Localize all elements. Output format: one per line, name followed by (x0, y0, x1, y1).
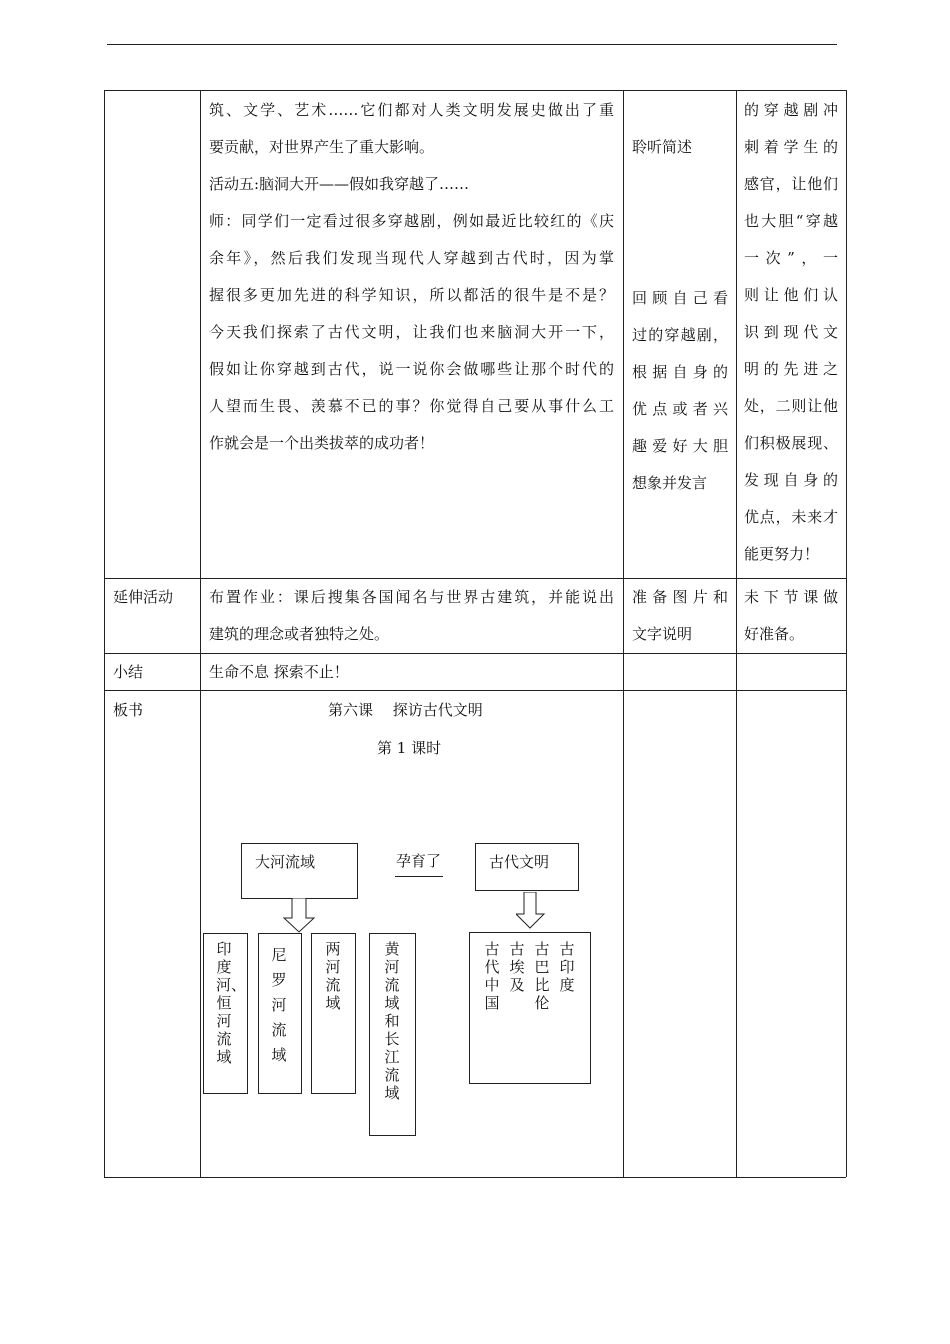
content-line: 要贡献，对世界产生了重大影响。 (209, 138, 435, 156)
content-line: 余年》，然后我们发现当现代人穿越到古代时，因为掌 (209, 249, 614, 267)
down-arrow-icon (516, 892, 546, 930)
extension-intent: 未下节课做 好准备。 (744, 588, 838, 643)
header-rule (107, 44, 837, 45)
river-text: 尼罗河流域 (271, 946, 287, 1064)
civ-text: 古埃及 (509, 940, 525, 994)
content-line: 握很多更加先进的科学知识，所以都活的很牛是不是？ (209, 286, 614, 304)
content-line: 筑、文学、艺术……它们都对人类文明发展史做出了重 (209, 101, 614, 119)
extension-content: 布置作业：课后搜集各国闻名与世界古建筑，并能说出 建筑的理念或者独特之处。 (209, 588, 614, 643)
river-basin-label: 大河流域 (255, 853, 316, 871)
content-line: 活动五:脑洞大开——假如我穿越了…… (209, 175, 470, 193)
connector-line (395, 876, 443, 877)
river-text: 黄河流域和长江流域 (384, 940, 400, 1102)
civ-text: 古巴比伦 (534, 940, 550, 1012)
design-intent-text: 的穿越剧冲 刺着学生的 感官，让他们 也大胆“穿越 一次”，一 则让他们认 识到现代文 明的先进之 处，二则让他 们积极展现、 发现自身的 优点，未来才 能更努力！ (744, 101, 838, 563)
content-line: 师：同学们一定看过很多穿越剧，例如最近比较红的《庆 (209, 212, 614, 230)
row-label-extension: 延伸活动 (113, 588, 174, 606)
civ-text: 古代中国 (484, 940, 500, 1012)
student-activity-listen: 聆听简述 (632, 138, 693, 156)
civ-text: 古印度 (559, 940, 575, 994)
row-label-board: 板书 (113, 701, 144, 719)
content-line: 人望而生畏、羡慕不已的事？你觉得自己要从事什么工 (209, 397, 614, 415)
extension-student: 准备图片和 文字说明 (632, 588, 728, 643)
content-line: 假如让你穿越到古代，说一说你会做哪些让那个时代的 (209, 360, 614, 378)
main-content-text (209, 92, 614, 462)
row-label-summary: 小结 (113, 663, 144, 681)
student-activity-recall: 回顾自己看 过的穿越剧， 根据自身的 优点或者兴 趣爱好大胆 想象并发言 (632, 289, 728, 492)
river-text: 两河流域 (325, 940, 341, 1012)
down-arrow-icon (283, 898, 315, 934)
river-text: 印度河、恒河流域 (216, 940, 247, 1066)
ancient-civ-label: 古代文明 (489, 853, 550, 871)
board-title: 第六课 探访古代文明 (328, 701, 483, 719)
summary-content: 生命不息 探索不止！ (209, 663, 349, 681)
board-subtitle: 第 1 课时 (377, 739, 442, 757)
content-line: 今天我们探索了古代文明，让我们也来脑洞大开一下， (209, 323, 614, 341)
content-line: 作就会是一个出类拔萃的成功者！ (209, 434, 435, 452)
connector-label: 孕育了 (396, 852, 442, 870)
